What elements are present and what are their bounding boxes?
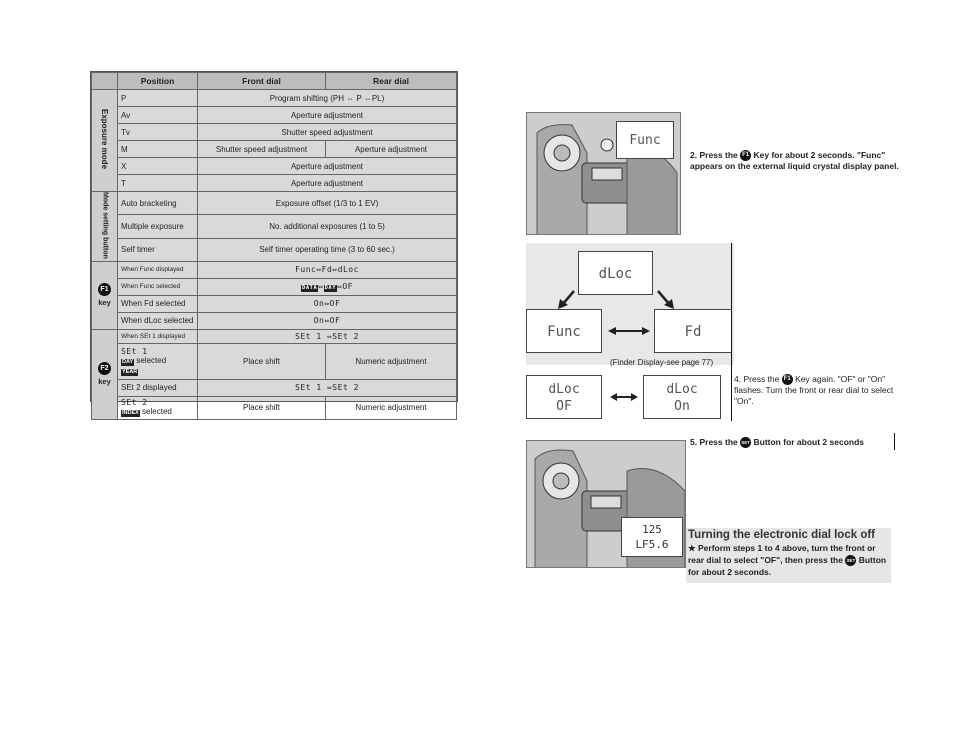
lcd-dloc-of-top: dLoc (548, 382, 580, 397)
year-tag: YEAR (122, 368, 138, 375)
finder-note: (Finder Display-see page 77) (610, 358, 714, 367)
row-rear-value: Numeric adjustment (326, 396, 457, 419)
step5-divider (894, 433, 895, 450)
dial-function-table (90, 71, 458, 417)
row-value: DATA⇔DAY⇔OF (198, 278, 457, 295)
row-position (118, 396, 198, 419)
row-rear-value: Aperture adjustment (326, 141, 457, 158)
row-position: Tv (118, 124, 198, 141)
func-selection-diagram (526, 243, 734, 365)
row-value-suffix: ⇔OF (337, 281, 353, 291)
row-position: P (118, 90, 198, 107)
row-value: Aperture adjustment (198, 107, 457, 124)
row-value: On⇔OF (198, 295, 457, 312)
row-position: T (118, 175, 198, 192)
turn-off-note (686, 528, 891, 583)
row-position: Multiple exposure (118, 215, 198, 238)
turn-off-body (686, 542, 891, 578)
f1-key-label: key (98, 298, 111, 308)
toggle-arrow-icon (609, 391, 639, 403)
row-value: SEt 1 ⇔SEt 2 (198, 329, 457, 343)
row-rear-value: Numeric adjustment (326, 343, 457, 379)
step5-text-a: Press the (699, 437, 738, 447)
step5-text-b: Button for about 2 seconds (753, 437, 864, 447)
set2-label: SEt 2 (121, 398, 148, 408)
index-tag: INDEX (122, 410, 139, 417)
camera-photo-step2 (526, 112, 681, 235)
row-position: Self timer (118, 238, 198, 261)
day-tag: DAY (324, 284, 337, 291)
row-value: Self timer operating time (3 to 60 sec.) (198, 238, 457, 261)
group-exposure-mode: Exposure mode (92, 90, 118, 192)
table-header-front-dial: Front dial (198, 73, 326, 90)
row-position: When Func displayed (118, 261, 198, 278)
lcd-fd: Fd (654, 309, 732, 353)
step3-divider (731, 243, 732, 421)
step5-caption (690, 437, 890, 448)
day-tag: DAY (122, 358, 134, 365)
set-button-icon: SET (740, 437, 751, 448)
row-value: No. additional exposures (1 to 5) (198, 215, 457, 238)
data-tag: DATA (302, 284, 318, 291)
f1-key-icon: F1 (740, 150, 751, 161)
row-position: Av (118, 107, 198, 124)
group-mode-setting-button: Mode setting button (92, 192, 118, 262)
step4-text-a: Press the (743, 374, 780, 384)
step4-number: 4. (734, 374, 742, 384)
lcd-shutter-value: 125 (642, 523, 662, 536)
row-value: SEt 1 ⇔SEt 2 (198, 379, 457, 396)
row-value: Exposure offset (1/3 to 1 EV) (198, 192, 457, 215)
row-position: X (118, 158, 198, 175)
row-position: When SEt 1 displayed (118, 329, 198, 343)
row-value: Aperture adjustment (198, 158, 457, 175)
row-position: M (118, 141, 198, 158)
lcd-dloc-on-bottom: On (674, 399, 690, 414)
row-position: When dLoc selected (118, 312, 198, 329)
f1-key-icon: F1 (782, 374, 793, 385)
row-position: SEt 2 displayed (118, 379, 198, 396)
lcd-dloc: dLoc (578, 251, 653, 295)
lcd-dloc-on (643, 375, 721, 419)
camera-photo-step5 (526, 440, 686, 568)
row-front-value: Place shift (198, 396, 326, 419)
selected-label: selected (136, 355, 167, 365)
lcd-final-display (621, 517, 683, 557)
lcd-func: Func (526, 309, 602, 353)
turn-off-text-b: Button for about 2 seconds. (688, 555, 887, 578)
row-value: On⇔OF (198, 312, 457, 329)
row-position: When Fd selected (118, 295, 198, 312)
table-header-rear-dial: Rear dial (326, 73, 457, 90)
step5-number: 5. (690, 437, 698, 447)
row-value: Shutter speed adjustment (198, 124, 457, 141)
turn-off-text-a: Perform steps 1 to 4 above, turn the front or rear dial to select "OF", then press the (688, 543, 876, 565)
table-header-blank (92, 73, 118, 90)
lcd-aperture-value: LF5.6 (635, 538, 669, 551)
step4-caption (734, 374, 904, 407)
table-header-position: Position (118, 73, 198, 90)
group-f1-key (92, 261, 118, 329)
set-button-icon: SET (845, 555, 856, 566)
set1-label: SEt 1 (121, 346, 148, 356)
row-position: When Func selected (118, 278, 198, 295)
row-front-value: Shutter speed adjustment (198, 141, 326, 158)
row-position: Auto bracketing (118, 192, 198, 215)
step2-number: 2. (690, 150, 698, 160)
f1-key-icon: F1 (98, 283, 111, 296)
row-front-value: Place shift (198, 343, 326, 379)
selected-label: selected (142, 407, 172, 417)
row-position (118, 343, 198, 379)
f2-key-label: key (98, 377, 111, 387)
step2-caption (690, 150, 902, 172)
lcd-dloc-of-bottom: OF (556, 399, 572, 414)
lcd-dloc-on-top: dLoc (666, 382, 698, 397)
step4-text-b: Key again. "OF" or "On" flashes. Turn the front or rear dial to select "On". (734, 374, 894, 407)
turn-off-title: Turning the electronic dial lock off (688, 529, 875, 541)
lcd-dloc-of (526, 375, 602, 419)
star-icon: ★ (688, 543, 696, 553)
step2-text-b: Key for about 2 seconds. "Func" appears on the external liquid crystal display panel. (690, 150, 899, 172)
lcd-func-display: Func (616, 121, 674, 159)
step2-text-a: Press the (699, 150, 738, 160)
row-value: Program shifting (PH ⇔ P ⇔PL) (198, 90, 457, 107)
row-value: Func⇔Fd⇔dLoc (198, 261, 457, 278)
group-f2-key (92, 329, 118, 419)
row-value: Aperture adjustment (198, 175, 457, 192)
f2-key-icon: F2 (98, 362, 111, 375)
